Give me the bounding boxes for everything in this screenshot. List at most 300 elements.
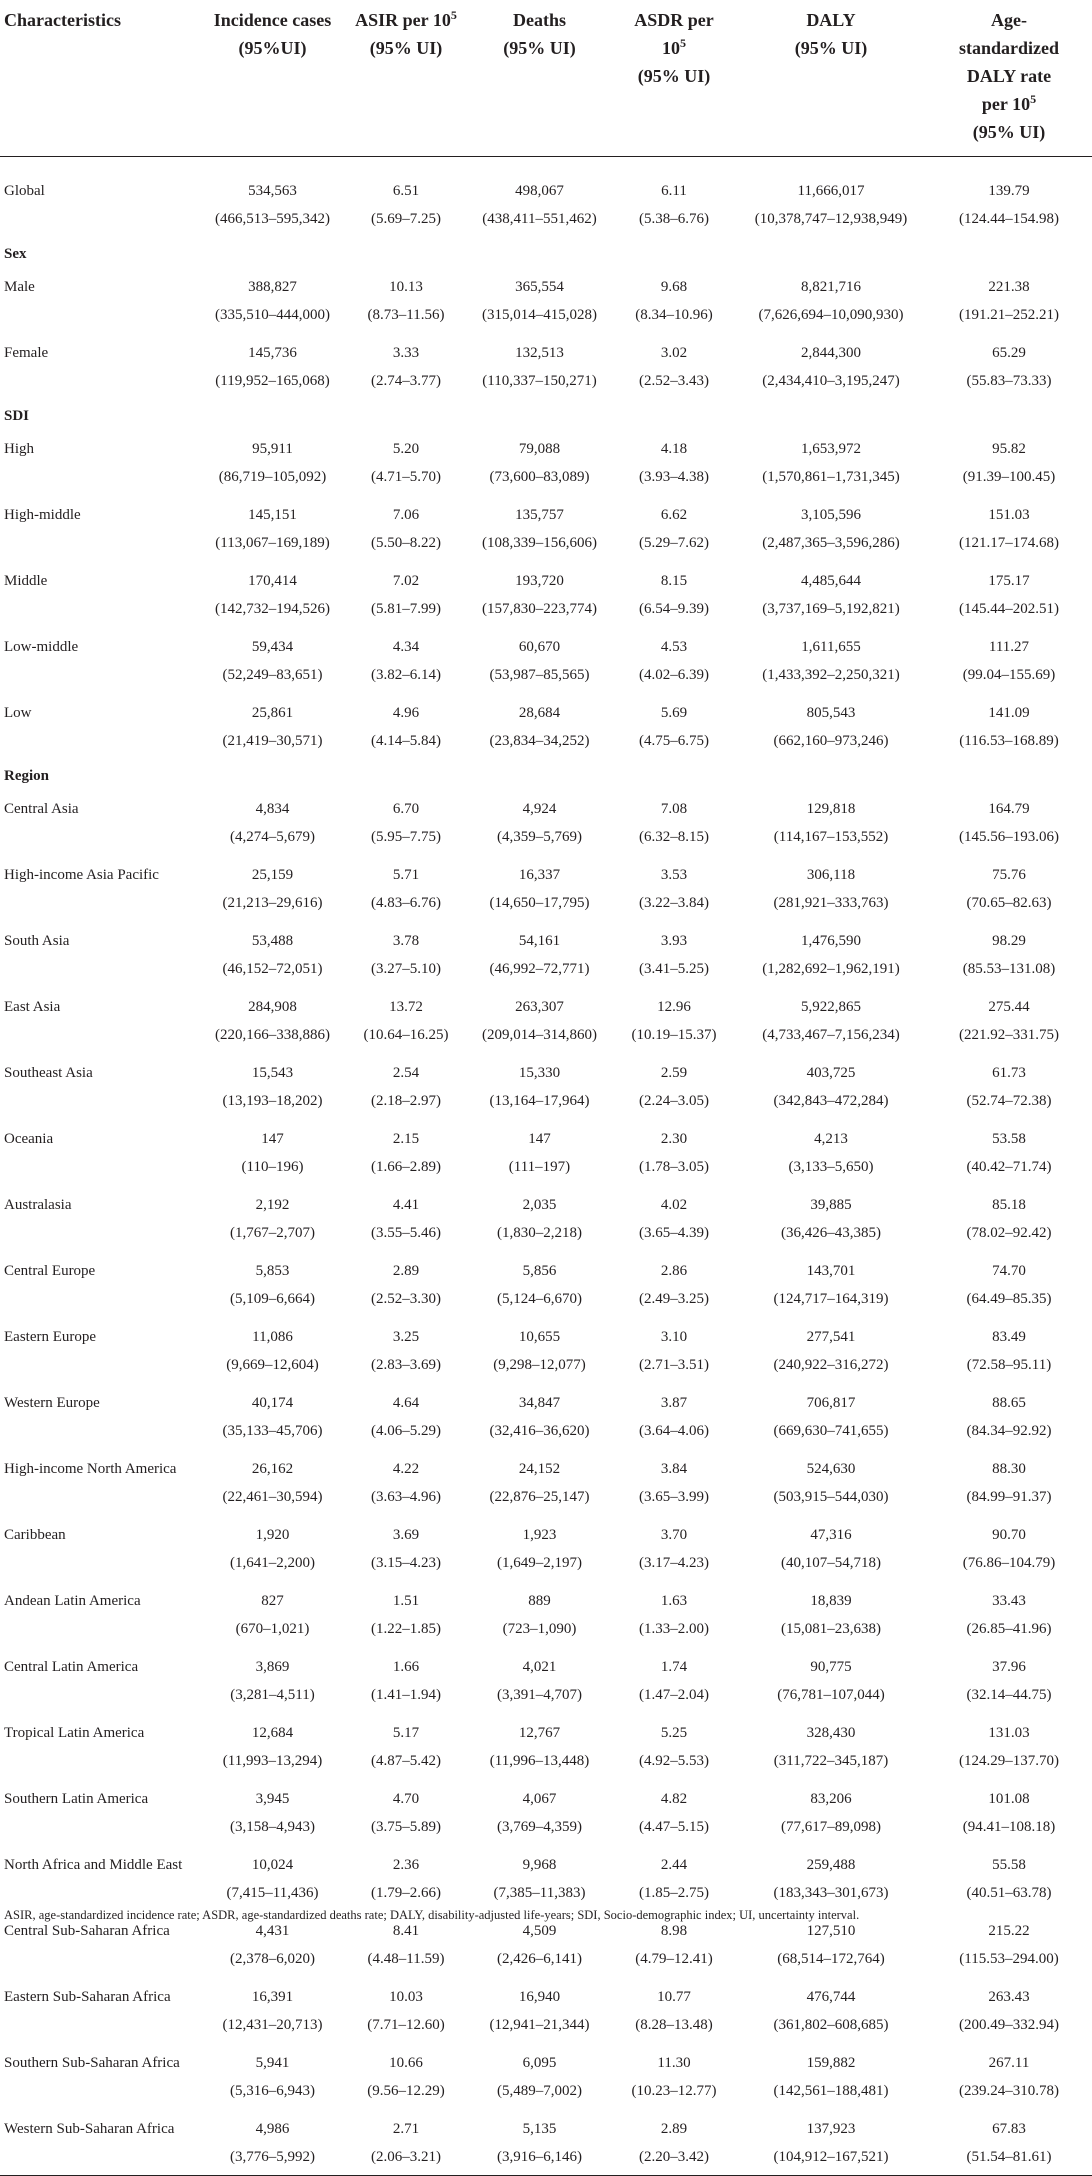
ci-cell: (119,952–165,068) — [215, 372, 330, 389]
value-cell: 135,757 — [515, 506, 564, 523]
ci-cell: (2,434,410–3,195,247) — [762, 372, 900, 389]
value-cell: 889 — [528, 1592, 551, 1609]
ci-cell: (53,987–85,565) — [489, 666, 590, 683]
row-label: Global — [4, 182, 45, 199]
ci-cell: (40.42–71.74) — [966, 1158, 1052, 1175]
value-cell: 1.63 — [660, 1592, 688, 1609]
value-cell: 9.68 — [660, 278, 688, 295]
ci-cell: (5,489–7,002) — [497, 2082, 582, 2099]
value-cell: 3,869 — [255, 1658, 290, 1675]
ci-cell: (4.48–11.59) — [367, 1950, 445, 1967]
value-cell: 1.66 — [392, 1658, 420, 1675]
table-row — [0, 561, 1092, 595]
empty-cell — [0, 301, 200, 333]
ci-cell: (78.02–92.42) — [966, 1224, 1052, 1241]
ci-cell: (26.85–41.96) — [966, 1620, 1052, 1637]
value-cell: 127,510 — [806, 1922, 856, 1939]
ci-cell: (191.21–252.21) — [959, 306, 1059, 323]
ci-cell: (84.34–92.92) — [966, 1422, 1052, 1439]
value-cell: 6.51 — [392, 182, 420, 199]
ci-cell: (503,915–544,030) — [773, 1488, 889, 1505]
value-cell: 6.70 — [392, 800, 420, 817]
ci-cell: (4.92–5.53) — [639, 1752, 709, 1769]
empty-cell — [0, 2077, 200, 2109]
value-cell: 60,670 — [518, 638, 561, 655]
ci-cell: (145.56–193.06) — [959, 828, 1059, 845]
ci-cell: (4.14–5.84) — [371, 732, 441, 749]
ci-cell: (3,776–5,992) — [230, 2148, 315, 2165]
value-cell: 147 — [261, 1130, 284, 1147]
value-cell: 145,736 — [248, 344, 297, 361]
row-label: High-income Asia Pacific — [4, 866, 159, 883]
value-cell: 6.62 — [660, 506, 688, 523]
ci-cell: (108,339–156,606) — [482, 534, 597, 551]
ci-cell: (1,767–2,707) — [230, 1224, 315, 1241]
table-row-ci — [0, 2077, 1092, 2109]
ci-cell: (3.65–3.99) — [639, 1488, 709, 1505]
ci-cell: (10,378,747–12,938,949) — [754, 210, 908, 227]
empty-cell — [0, 1087, 200, 1119]
empty-cell — [0, 661, 200, 693]
value-cell: 4.41 — [392, 1196, 420, 1213]
value-cell: 7.02 — [392, 572, 420, 589]
row-label: Tropical Latin America — [4, 1724, 145, 1741]
value-cell: 306,118 — [806, 866, 856, 883]
value-cell: 54,161 — [518, 932, 561, 949]
value-cell: 498,067 — [515, 182, 564, 199]
ci-cell: (4,733,467–7,156,234) — [762, 1026, 900, 1043]
value-cell: 2,035 — [522, 1196, 557, 1213]
value-cell: 388,827 — [248, 278, 297, 295]
ci-cell: (3.64–4.06) — [639, 1422, 709, 1439]
value-cell: 1,923 — [522, 1526, 557, 1543]
table-row — [0, 1251, 1092, 1285]
table-row-ci — [0, 205, 1092, 237]
table-row-ci — [0, 1285, 1092, 1317]
table-row-ci — [0, 2143, 1092, 2176]
ci-cell: (113,067–169,189) — [215, 534, 330, 551]
value-cell: 132,513 — [515, 344, 564, 361]
ci-cell: (76.86–104.79) — [962, 1554, 1056, 1571]
value-cell: 8.15 — [660, 572, 688, 589]
value-cell: 18,839 — [810, 1592, 852, 1609]
ci-cell: (4.47–5.15) — [639, 1818, 709, 1835]
value-cell: 2.44 — [660, 1856, 688, 1873]
row-label: Low — [4, 704, 32, 721]
table-row-ci — [0, 1945, 1092, 1977]
ci-cell: (11,996–13,448) — [489, 1752, 590, 1769]
table-row-ci — [0, 727, 1092, 759]
header-characteristics: Characteristics — [4, 10, 121, 30]
empty-cell — [0, 1483, 200, 1515]
ci-cell: (22,876–25,147) — [489, 1488, 590, 1505]
value-cell: 98.29 — [992, 932, 1026, 949]
ci-cell: (1,570,861–1,731,345) — [762, 468, 900, 485]
ci-cell: (91.39–100.45) — [962, 468, 1056, 485]
ci-cell: (10.23–12.77) — [631, 2082, 717, 2099]
header-daly: DALY (95% UI) — [794, 10, 868, 58]
value-cell: 5,922,865 — [801, 998, 861, 1015]
value-cell: 403,725 — [806, 1064, 856, 1081]
ci-cell: (14,650–17,795) — [489, 894, 590, 911]
value-cell: 3.69 — [392, 1526, 420, 1543]
value-cell: 3.53 — [660, 866, 688, 883]
ci-cell: (46,152–72,051) — [222, 960, 323, 977]
table-row — [0, 2109, 1092, 2143]
ci-cell: (2.52–3.43) — [639, 372, 709, 389]
section-header — [0, 399, 1092, 429]
ci-cell: (3.75–5.89) — [371, 1818, 441, 1835]
ci-cell: (4.02–6.39) — [639, 666, 709, 683]
table-row-ci — [0, 1615, 1092, 1647]
ci-cell: (3.82–6.14) — [371, 666, 441, 683]
value-cell: 277,541 — [806, 1328, 856, 1345]
value-cell: 24,152 — [518, 1460, 561, 1477]
value-cell: 15,330 — [518, 1064, 561, 1081]
row-label: High-middle — [4, 506, 81, 523]
ci-cell: (72.58–95.11) — [966, 1356, 1052, 1373]
table-row-ci — [0, 1417, 1092, 1449]
value-cell: 10,024 — [251, 1856, 294, 1873]
ci-cell: (2.18–2.97) — [371, 1092, 441, 1109]
row-label: Eastern Sub-Saharan Africa — [4, 1988, 171, 2005]
row-label: Andean Latin America — [4, 1592, 141, 1609]
ci-cell: (4.75–6.75) — [639, 732, 709, 749]
table-row — [0, 1449, 1092, 1483]
ci-cell: (3.65–4.39) — [639, 1224, 709, 1241]
ci-cell: (669,630–741,655) — [773, 1422, 889, 1439]
value-cell: 11,086 — [252, 1328, 293, 1345]
ci-cell: (8.73–11.56) — [367, 306, 445, 323]
table-row-ci — [0, 1483, 1092, 1515]
table-row — [0, 495, 1092, 529]
ci-cell: (4,274–5,679) — [230, 828, 315, 845]
row-label: Central Europe — [4, 1262, 96, 1279]
value-cell: 805,543 — [806, 704, 856, 721]
value-cell: 3.84 — [660, 1460, 688, 1477]
value-cell: 16,940 — [518, 1988, 561, 2005]
table-row-ci — [0, 1351, 1092, 1383]
ci-cell: (662,160–973,246) — [773, 732, 889, 749]
table-row-ci — [0, 1021, 1092, 1053]
ci-cell: (142,561–188,481) — [773, 2082, 889, 2099]
ci-cell: (5,124–6,670) — [497, 1290, 582, 1307]
value-cell: 215.22 — [988, 1922, 1030, 1939]
ci-cell: (3.41–5.25) — [639, 960, 709, 977]
ci-cell: (142,732–194,526) — [215, 600, 330, 617]
ci-cell: (5,109–6,664) — [230, 1290, 315, 1307]
value-cell: 4.64 — [392, 1394, 420, 1411]
ci-cell: (239.24–310.78) — [959, 2082, 1059, 2099]
ci-cell: (13,164–17,964) — [489, 1092, 590, 1109]
ci-cell: (36,426–43,385) — [781, 1224, 881, 1241]
value-cell: 16,337 — [518, 866, 561, 883]
value-cell: 7.06 — [392, 506, 420, 523]
empty-cell — [0, 1615, 200, 1647]
value-cell: 2.86 — [660, 1262, 688, 1279]
table-row-ci — [0, 2011, 1092, 2043]
ci-cell: (4.87–5.42) — [371, 1752, 441, 1769]
ci-cell: (21,419–30,571) — [222, 732, 323, 749]
value-cell: 275.44 — [988, 998, 1030, 1015]
value-cell: 47,316 — [810, 1526, 852, 1543]
empty-cell — [0, 367, 200, 399]
ci-cell: (5.38–6.76) — [639, 210, 709, 227]
row-label: Middle — [4, 572, 48, 589]
table-row-ci — [0, 595, 1092, 627]
value-cell: 5.71 — [392, 866, 420, 883]
table-row — [0, 1185, 1092, 1219]
ci-cell: (4.83–6.76) — [371, 894, 441, 911]
value-cell: 55.58 — [992, 1856, 1026, 1873]
value-cell: 2,844,300 — [801, 344, 861, 361]
ci-cell: (209,014–314,860) — [482, 1026, 597, 1043]
ci-cell: (4.71–5.70) — [371, 468, 441, 485]
table-row-ci — [0, 367, 1092, 399]
value-cell: 7.08 — [660, 800, 688, 817]
value-cell: 4.02 — [660, 1196, 688, 1213]
ci-cell: (6.54–9.39) — [639, 600, 709, 617]
value-cell: 67.83 — [992, 2120, 1026, 2137]
ci-cell: (1,641–2,200) — [230, 1554, 315, 1571]
table-body — [0, 157, 1092, 2176]
ci-cell: (1.78–3.05) — [639, 1158, 709, 1175]
value-cell: 85.18 — [992, 1196, 1026, 1213]
ci-cell: (8.34–10.96) — [635, 306, 713, 323]
ci-cell: (111–197) — [508, 1158, 571, 1175]
empty-cell — [0, 2143, 200, 2176]
ci-cell: (12,941–21,344) — [489, 2016, 590, 2033]
row-label: Southern Sub-Saharan Africa — [4, 2054, 180, 2071]
ci-cell: (110,337–150,271) — [482, 372, 597, 389]
value-cell: 5,856 — [522, 1262, 557, 1279]
row-label: Caribbean — [4, 1526, 66, 1543]
ci-cell: (3,158–4,943) — [230, 1818, 315, 1835]
row-label: Central Latin America — [4, 1658, 139, 1675]
row-label: High — [4, 440, 34, 457]
ci-cell: (7.71–12.60) — [367, 2016, 445, 2033]
empty-cell — [0, 1747, 200, 1779]
ci-cell: (1.41–1.94) — [371, 1686, 441, 1703]
ci-cell: (3.27–5.10) — [371, 960, 441, 977]
value-cell: 827 — [261, 1592, 284, 1609]
ci-cell: (52.74–72.38) — [966, 1092, 1052, 1109]
value-cell: 524,630 — [806, 1460, 856, 1477]
row-label: Oceania — [4, 1130, 54, 1147]
section-header — [0, 237, 1092, 267]
table-row-ci — [0, 529, 1092, 561]
value-cell: 2,192 — [255, 1196, 290, 1213]
ci-cell: (124,717–164,319) — [773, 1290, 889, 1307]
value-cell: 16,391 — [251, 1988, 294, 2005]
table-row — [0, 429, 1092, 463]
empty-cell — [0, 727, 200, 759]
ci-cell: (220,166–338,886) — [215, 1026, 330, 1043]
ci-cell: (2.83–3.69) — [371, 1356, 441, 1373]
empty-cell — [0, 1285, 200, 1317]
row-label: Southeast Asia — [4, 1064, 93, 1081]
ci-cell: (99.04–155.69) — [962, 666, 1056, 683]
table-row-ci — [0, 1813, 1092, 1845]
value-cell: 131.03 — [988, 1724, 1030, 1741]
row-label: Low-middle — [4, 638, 79, 655]
ci-cell: (9.56–12.29) — [367, 2082, 445, 2099]
empty-cell — [0, 2011, 200, 2043]
ci-cell: (2.74–3.77) — [371, 372, 441, 389]
value-cell: 4,067 — [522, 1790, 557, 1807]
ci-cell: (1.66–2.89) — [371, 1158, 441, 1175]
ci-cell: (12,431–20,713) — [222, 2016, 323, 2033]
row-label: Central Sub-Saharan Africa — [4, 1922, 170, 1939]
value-cell: 8.41 — [392, 1922, 420, 1939]
ci-cell: (85.53–131.08) — [962, 960, 1056, 977]
ci-cell: (2,426–6,141) — [497, 1950, 582, 1967]
empty-cell — [0, 1219, 200, 1251]
ci-cell: (1.85–2.75) — [639, 1884, 709, 1901]
value-cell: 10.77 — [657, 1988, 691, 2005]
value-cell: 25,861 — [251, 704, 294, 721]
row-label: Central Asia — [4, 800, 79, 817]
ci-cell: (3,391–4,707) — [497, 1686, 582, 1703]
empty-cell — [0, 889, 200, 921]
ci-cell: (1,830–2,218) — [497, 1224, 582, 1241]
table-row — [0, 1053, 1092, 1087]
empty-cell — [0, 1351, 200, 1383]
empty-cell — [0, 1021, 200, 1053]
value-cell: 4.22 — [392, 1460, 420, 1477]
ci-cell: (13,193–18,202) — [222, 1092, 323, 1109]
ci-cell: (145.44–202.51) — [959, 600, 1059, 617]
value-cell: 12,767 — [518, 1724, 561, 1741]
value-cell: 4,213 — [814, 1130, 848, 1147]
value-cell: 12.96 — [657, 998, 691, 1015]
value-cell: 476,744 — [806, 1988, 856, 2005]
ci-cell: (3.15–4.23) — [371, 1554, 441, 1571]
value-cell: 5.69 — [660, 704, 688, 721]
table-row — [0, 627, 1092, 661]
row-label: Western Sub-Saharan Africa — [4, 2120, 175, 2137]
value-cell: 1,611,655 — [801, 638, 861, 655]
value-cell: 3,105,596 — [801, 506, 861, 523]
table-row — [0, 1845, 1092, 1879]
ci-cell: (3.93–4.38) — [639, 468, 709, 485]
value-cell: 90.70 — [992, 1526, 1026, 1543]
ci-cell: (40.51–63.78) — [966, 1884, 1052, 1901]
table-row-ci — [0, 1681, 1092, 1713]
value-cell: 4.82 — [660, 1790, 688, 1807]
ci-cell: (438,411–551,462) — [482, 210, 597, 227]
ci-cell: (2.71–3.51) — [639, 1356, 709, 1373]
table-row — [0, 1515, 1092, 1549]
ci-cell: (157,830–223,774) — [482, 600, 597, 617]
ci-cell: (723–1,090) — [502, 1620, 577, 1637]
value-cell: 79,088 — [518, 440, 561, 457]
ci-cell: (86,719–105,092) — [218, 468, 327, 485]
table-row — [0, 171, 1092, 205]
value-cell: 159,882 — [806, 2054, 856, 2071]
ci-cell: (3,769–4,359) — [497, 1818, 582, 1835]
value-cell: 5,941 — [255, 2054, 290, 2071]
value-cell: 259,488 — [806, 1856, 856, 1873]
value-cell: 4,021 — [522, 1658, 557, 1675]
table-row — [0, 921, 1092, 955]
section-header — [0, 759, 1092, 789]
ci-cell: (1,433,392–2,250,321) — [762, 666, 900, 683]
ci-cell: (1,649–2,197) — [497, 1554, 582, 1571]
value-cell: 2.30 — [660, 1130, 688, 1147]
value-cell: 1.74 — [660, 1658, 688, 1675]
table-row-ci — [0, 1747, 1092, 1779]
table-row — [0, 1647, 1092, 1681]
table-row-ci — [0, 955, 1092, 987]
ci-cell: (9,298–12,077) — [493, 1356, 586, 1373]
value-cell: 88.30 — [992, 1460, 1026, 1477]
ci-cell: (2.24–3.05) — [639, 1092, 709, 1109]
value-cell: 88.65 — [992, 1394, 1026, 1411]
value-cell: 3,945 — [255, 1790, 290, 1807]
value-cell: 365,554 — [515, 278, 564, 295]
ci-cell: (466,513–595,342) — [215, 210, 330, 227]
value-cell: 4,924 — [522, 800, 557, 817]
value-cell: 10,655 — [518, 1328, 561, 1345]
value-cell: 15,543 — [251, 1064, 294, 1081]
value-cell: 4,986 — [255, 2120, 290, 2137]
value-cell: 33.43 — [992, 1592, 1026, 1609]
value-cell: 3.25 — [392, 1328, 420, 1345]
empty-cell — [0, 1153, 200, 1185]
ci-cell: (7,385–11,383) — [493, 1884, 586, 1901]
empty-cell — [0, 1879, 200, 1911]
value-cell: 95.82 — [992, 440, 1026, 457]
table-row — [0, 1581, 1092, 1615]
value-cell: 8.98 — [660, 1922, 688, 1939]
ci-cell: (200.49–332.94) — [959, 2016, 1059, 2033]
ci-cell: (3.17–4.23) — [639, 1554, 709, 1571]
row-label: Western Europe — [4, 1394, 100, 1411]
empty-cell — [0, 955, 200, 987]
value-cell: 1,920 — [255, 1526, 290, 1543]
value-cell: 12,684 — [251, 1724, 294, 1741]
value-cell: 2.89 — [660, 2120, 688, 2137]
ci-cell: (23,834–34,252) — [489, 732, 590, 749]
ci-cell: (5.50–8.22) — [371, 534, 441, 551]
value-cell: 141.09 — [988, 704, 1030, 721]
value-cell: 10.03 — [389, 1988, 423, 2005]
empty-cell — [0, 1417, 200, 1449]
ci-cell: (2,487,365–3,596,286) — [762, 534, 900, 551]
table-row-ci — [0, 889, 1092, 921]
ci-cell: (5.95–7.75) — [371, 828, 441, 845]
ci-cell: (2.49–3.25) — [639, 1290, 709, 1307]
value-cell: 4.34 — [392, 638, 420, 655]
value-cell: 170,414 — [248, 572, 297, 589]
value-cell: 1,653,972 — [801, 440, 861, 457]
header-age-standardized-daly: Age- standardized DALY rate per $10^5$ (95% UI) — [958, 10, 1059, 142]
value-cell: 221.38 — [988, 278, 1030, 295]
ci-cell: (70.65–82.63) — [966, 894, 1052, 911]
ci-cell: (22,461–30,594) — [222, 1488, 323, 1505]
value-cell: 13.72 — [389, 998, 423, 1015]
ci-cell: (55.83–73.33) — [966, 372, 1052, 389]
value-cell: 175.17 — [988, 572, 1030, 589]
ci-cell: (84.99–91.37) — [966, 1488, 1052, 1505]
ci-cell: (2.52–3.30) — [371, 1290, 441, 1307]
value-cell: 9,968 — [522, 1856, 557, 1873]
value-cell: 5.17 — [392, 1724, 420, 1741]
value-cell: 25,159 — [251, 866, 294, 883]
value-cell: 5,135 — [522, 2120, 557, 2137]
ci-cell: (281,921–333,763) — [773, 894, 889, 911]
